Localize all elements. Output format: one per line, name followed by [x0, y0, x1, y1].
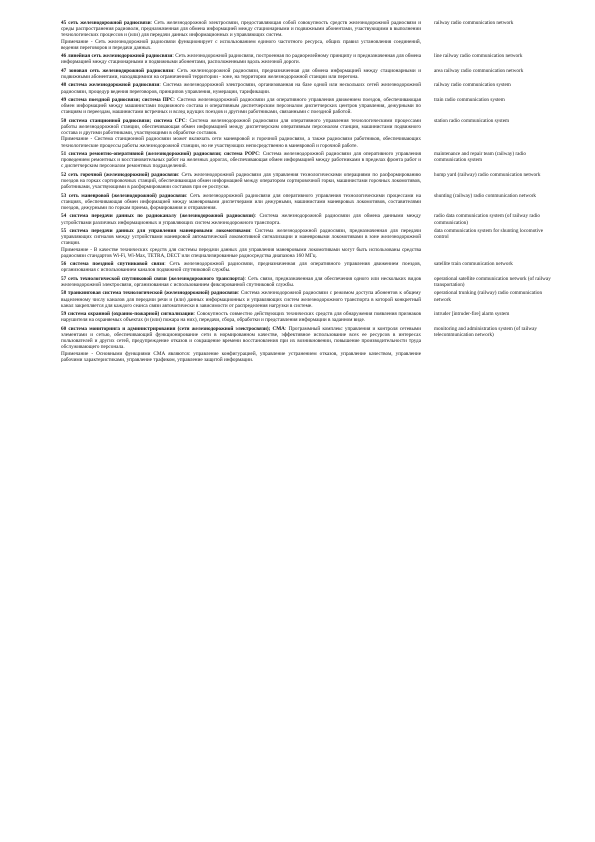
english-equivalent: monitoring and administration system (of railway telecommunication network) — [434, 325, 538, 338]
english-equivalent: railway radio communication system — [434, 82, 511, 89]
term-entry — [61, 20, 595, 51]
term-title: 47 зоновая сеть железнодорожной радиосвязи — [61, 67, 174, 74]
english-equivalent: shunting (railway) radio communication network — [434, 192, 536, 199]
term-definition — [61, 290, 421, 309]
english-equivalent: satellite train communication network — [434, 261, 513, 268]
term-entry — [61, 326, 595, 363]
term-paragraph — [61, 53, 421, 65]
english-equivalent: area railway radio communication network — [434, 67, 524, 74]
term-paragraph — [61, 172, 421, 191]
term-definition — [61, 193, 421, 212]
term-definition — [61, 68, 421, 80]
english-equivalent: operational trunking (railway) radio communication network — [434, 290, 543, 303]
term-paragraph — [61, 82, 421, 94]
definition-text: : Система железнодорожной радиосвязи для оперативного управления технологическими процессами работы железнодорожной станции, обеспечивающая обмен информацией между диспетчерским оперативным персоналом станции, машинистами подвижного состава и другими работниками, участвующими в обработке составов. — [61, 117, 422, 137]
english-equivalent: train radio communication system — [434, 96, 505, 103]
term-paragraph — [61, 261, 421, 273]
english-equivalent: station radio communication system — [434, 117, 510, 124]
term-title: 59 система охранной (охранно-пожарной) сигнализации — [61, 311, 194, 318]
term-entry — [61, 228, 595, 259]
term-title: 50 система станционной радиосвязи; система СРС — [61, 117, 186, 124]
definition-text: : Сеть связи, предназначенная для обеспечения одного или нескольких видов железнодорожной электросвязи, организованная с использованием фиксированной спутниковой службы. — [61, 275, 421, 288]
term-entry — [61, 193, 595, 212]
term-note: Примечание - В качестве технических средств для системы передачи данных для управления маневровыми локомотивами могут быть использованы средства радиосвязи стандартов Wi-Fi, Wi-Max, TETRA, DECT или специализированные радиосредства диапазона 160 МГц. — [61, 246, 421, 259]
term-definition — [61, 261, 421, 273]
term-definition — [61, 213, 421, 225]
definition-text: : Система железнодорожной электросвязи, организованная на базе одной или нескольких сетей железнодорожной радиосвязи, процедур ведения переговоров, принципов управления, нумерации, тарификации. — [61, 82, 422, 95]
term-paragraph — [61, 20, 421, 39]
definition-text: : Система железнодорожной радиосвязи для оперативного управления проведением ремонтных и восстановительных работ на железных дорогах, обеспечивающая обмен информацией между работниками в пределах фронта работ и с диспетчерским персоналом ремонтных подразделений. — [61, 150, 421, 170]
term-definition — [61, 118, 421, 149]
definition-text: : Совокупность совместно действующих технических средств для обнаружения появления признаков нарушителя на охраняемых объектах (и (или) пожара на них), передачи, сбора, обработки и представления информации в заданном виде. — [61, 311, 422, 324]
term-paragraph — [61, 326, 421, 351]
term-title: 49 система поездной радиосвязи; система ПРС — [61, 96, 174, 103]
term-title: 54 система передачи данных по радиоканалу (железнодорожной радиосвязи) — [61, 213, 255, 220]
term-paragraph — [61, 97, 421, 116]
definition-text: : Программный комплекс управления и контроля сетевыми элементами и сетью, обеспечивающий функционирование сети в нормированном качестве, эффективное использование всех ее ресурсов в интересах пользователей и других сетей, предупреждение отказов и сокращение времени восстановления при их возникновении, повышение производительности труда обслуживающего персонала. — [61, 325, 421, 351]
definition-text: : Сеть железнодорожной радиосвязи, предназначенная для оперативного управления движением поездов, организованная с использованием каналов подвижной спутниковой службы. — [61, 261, 422, 274]
term-definition — [61, 82, 421, 94]
term-note: Примечание - Сеть железнодорожной радиосвязи функционирует с использованием единого частотного ресурса, общих правил установления соединений, ведения переговоров и передачи данных. — [61, 38, 421, 51]
term-entry — [61, 261, 595, 273]
english-equivalent: hump yard (railway) radio communication network — [434, 171, 541, 178]
term-definition — [61, 97, 421, 116]
term-title: 60 система мониторинга и администрирования (сети железнодорожной электросвязи); СМА — [61, 325, 285, 332]
term-entry — [61, 276, 595, 288]
term-definition — [61, 311, 421, 323]
english-equivalent: railway radio communication network — [434, 20, 514, 26]
definition-text: : Система железнодорожной радиосвязи, предназначенная для передачи управляющих сигналов между устройствами маневровой автоматической локомотивной сигнализации и маневровыми локомотивами в зоне железнодорожной станции. — [61, 227, 422, 247]
english-equivalent: intruder [intruder-fire] alarm system — [434, 311, 510, 318]
term-title: 53 сеть маневровой (железнодорожной) радиосвязи — [61, 192, 186, 199]
term-title: 56 система поездной спутниковой связи — [61, 261, 165, 268]
term-title: 52 сеть горочной (железнодорожной) радиосвязи — [61, 171, 178, 178]
definition-text: : Сеть железнодорожной радиосвязи, построенная по радиорелейному принципу и предназначенная для обмена информацией между стационарными и подвижными абонентами, расположенными вдоль железной дороги. — [61, 53, 422, 66]
term-paragraph — [61, 193, 421, 212]
english-equivalent: operational satellite communication network (of railway transportation) — [434, 275, 551, 288]
term-title: 57 сеть технологической спутниковой связи (железнодорожного транспорта) — [61, 275, 245, 282]
definition-text: : Система железнодорожной радиосвязи с режимом доступа абонентов к общему выделенному числу каналов для передачи речи и (или) данных информационных и управляющих систем железнодорожного транспорта в которой конкретный канал закрепляется для каждого сеанса связи автоматически в зависимости от распределения нагрузки в системе. — [61, 290, 421, 309]
term-entry — [61, 53, 595, 65]
term-title: 45 сеть железнодорожной радиосвязи — [61, 20, 151, 26]
term-title: 48 система железнодорожной радиосвязи — [61, 82, 160, 89]
term-note: Примечание - Основными функциями СМА являются: управление конфигурацией, управление устранением отказов, управление качеством, управление рабочими характеристиками, управление трафиком, управление защитой информации. — [61, 350, 421, 363]
definition-text: : Сеть железнодорожной радиосвязи для управления технологическими операциями по расформированию поездов на горках сортировочных станций, обеспечивающая обмен информацией между оператором сортировочной горки, машинистами горочных локомотивов, работниками, участвующими в расформировании составов при ее роспуске. — [61, 171, 421, 191]
term-paragraph — [61, 276, 421, 288]
term-definition — [61, 151, 421, 170]
term-definition — [61, 228, 421, 259]
term-paragraph — [61, 228, 421, 247]
definition-text: : Система железнодорожной радиосвязи для оперативного управления движением поездов, обеспечивающая обмен информацией между машинистами подвижного состава и оперативным диспетчерским персоналом диспетчерских центров управления, дежурными по станциям и переездам, машинистами встречных и вслед идущих поездов и другими работниками, связанными с поездной работой. — [61, 96, 421, 116]
term-entry — [61, 82, 595, 94]
term-definition — [61, 53, 421, 65]
term-entry — [61, 151, 595, 170]
term-paragraph — [61, 151, 421, 170]
term-definition — [61, 326, 421, 363]
term-entry — [61, 118, 595, 149]
term-entry — [61, 97, 595, 116]
term-paragraph — [61, 213, 421, 225]
english-equivalent: radio data communication system (of railway radio communication) — [434, 213, 541, 226]
term-entry — [61, 311, 595, 323]
definition-text: : Сеть железнодорожной электросвязи, предоставляющая собой совокупность средств железнодорожной радиосвязи и среды распространения радиоволн, предназначенная для обмена информацией между стационарными и подвижными абонентами, участвующими в выполнении технологических процессов и (или) для передачи данных информационных и управляющих систем. — [61, 20, 422, 39]
term-entry — [61, 290, 595, 309]
term-title: 51 система ремонтно-оперативной (железнодорожной) радиосвязи; система РОРС — [61, 150, 259, 157]
term-definition — [61, 276, 421, 288]
english-equivalent: maintenance and repair team (railway) radio communication system — [434, 150, 527, 164]
term-note: Примечание - Система станционной радиосвязи может включать сети маневровой и горочной радиосвязи, а также радиосвязи работников, обеспечивающих технологические процессы работы железнодорожной станции, но не участвующих непосредственно в маневровой и горочной работе. — [61, 136, 421, 149]
term-title: 55 система передачи данных для управления маневровыми локомотивами — [61, 227, 251, 234]
terms-list — [61, 20, 595, 363]
definition-text: : Сеть железнодорожной радиосвязи для оперативного управления технологическими процессами на станциях, обеспечивающая обмен информацией между маневровыми диспетчерами или дежурными, машинистами маневровых локомотивов, составителями поездов, дежурными по горкам приема, формирования и отправления. — [61, 192, 421, 211]
term-entry — [61, 213, 595, 225]
term-entry — [61, 68, 595, 80]
term-paragraph — [61, 311, 421, 323]
term-title: 58 транкинговая система технологической (железнодорожной) радиосвязи — [61, 290, 238, 297]
definition-text: : Система железнодорожной радиосвязи для обмена данными между устройствами различных информационных и управляющих систем железнодорожного транспорта. — [61, 213, 422, 226]
definition-text: : Сеть железнодорожной радиосвязи, предназначенная для обмена информацией между стационарными и подвижными абонентами, находящимися на ограниченной территории - зоне, на территории железнодорожной станции или перегона. — [61, 67, 422, 80]
term-title: 46 линейная сеть железнодорожной радиосвязи — [61, 53, 173, 60]
english-equivalent: line railway radio communication network — [434, 53, 523, 60]
term-paragraph — [61, 118, 421, 137]
english-equivalent: data communication system for shunting locomotive control — [434, 227, 544, 241]
term-entry — [61, 172, 595, 191]
term-definition — [61, 20, 421, 51]
term-paragraph — [61, 290, 421, 309]
term-paragraph — [61, 68, 421, 80]
term-definition — [61, 172, 421, 191]
